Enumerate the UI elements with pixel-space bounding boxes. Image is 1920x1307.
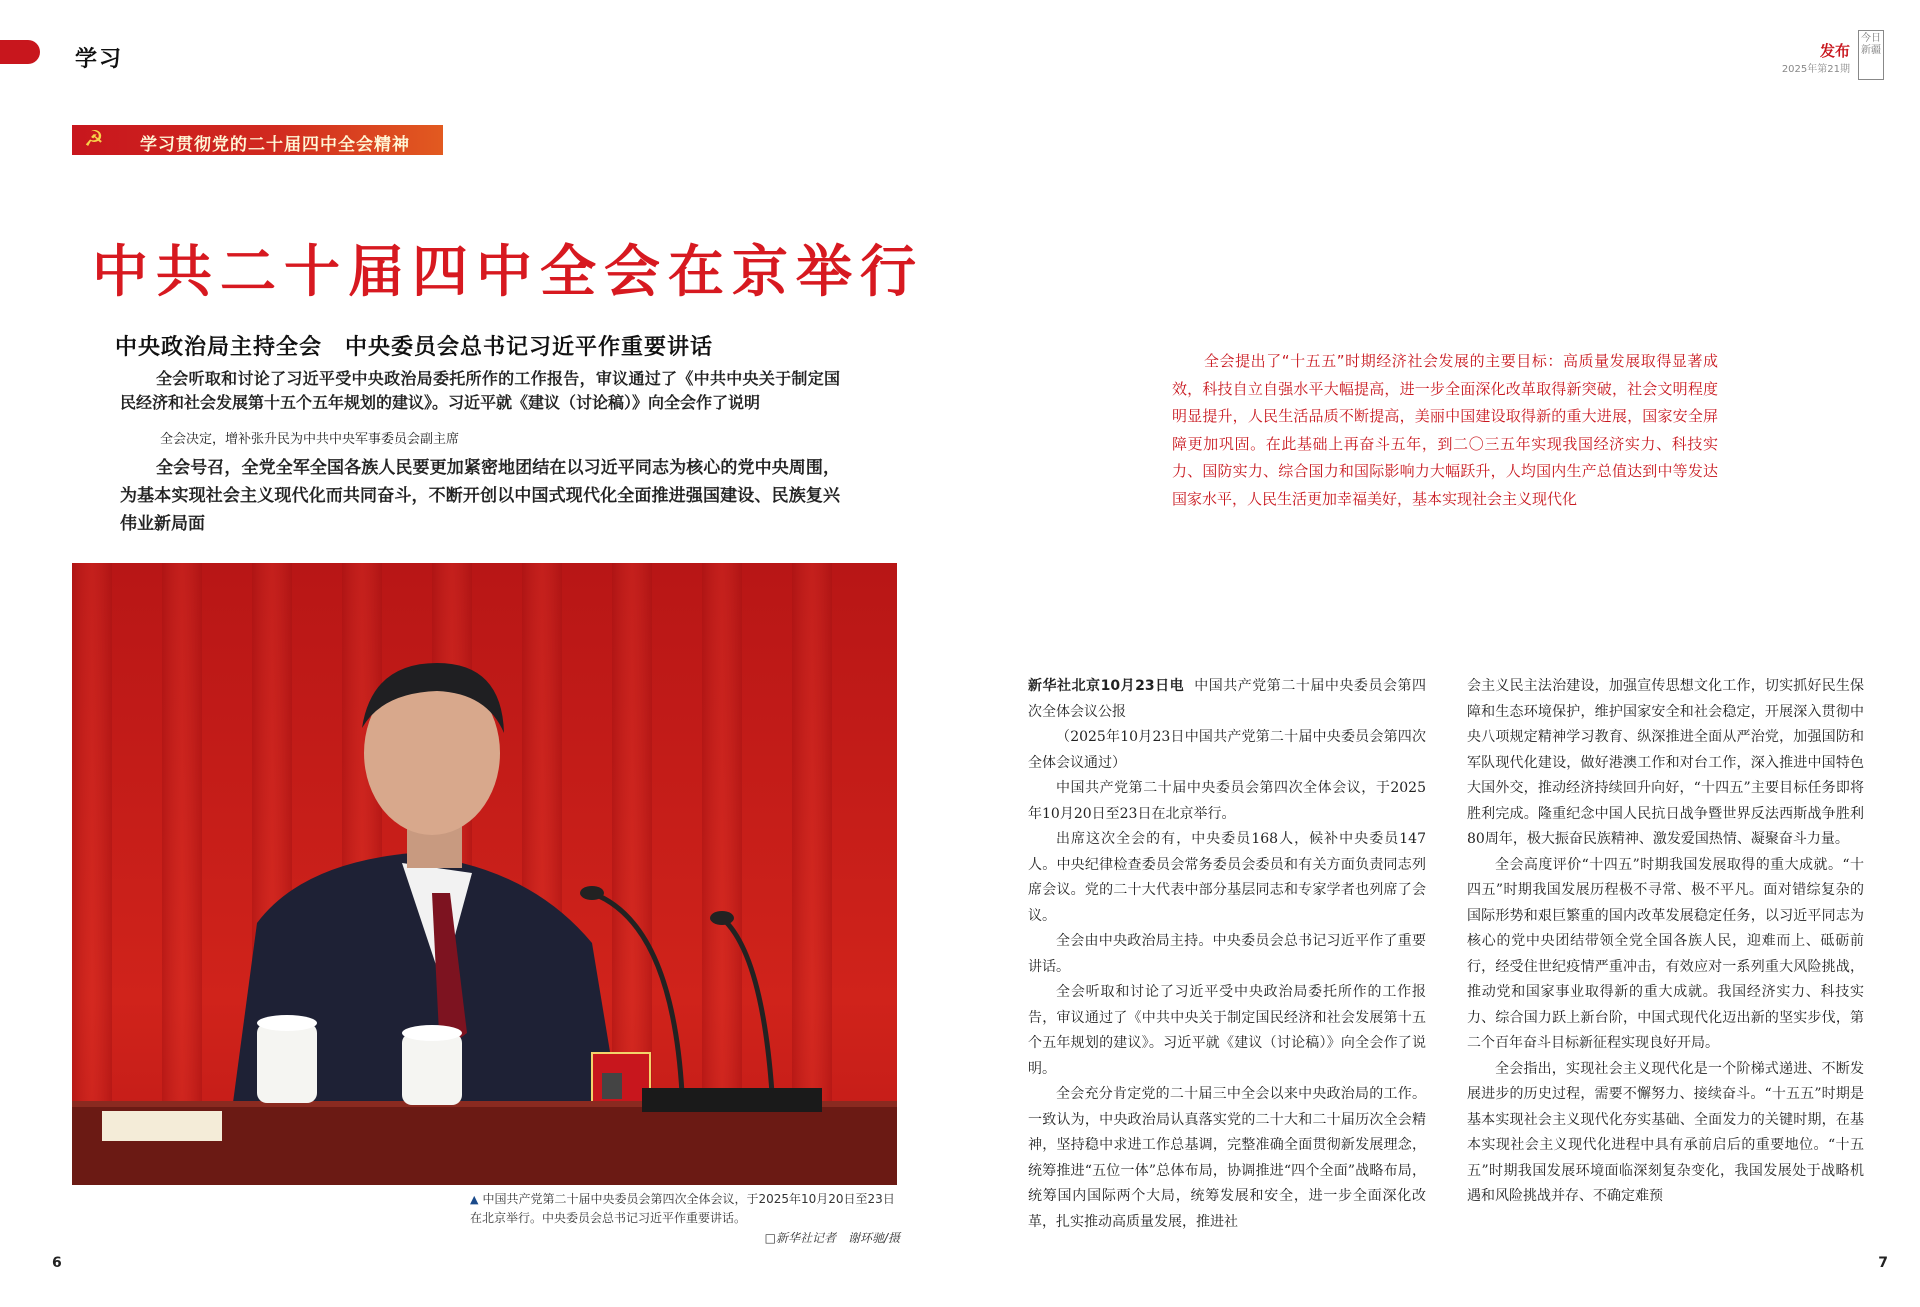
body-paragraph: 全会指出，实现社会主义现代化是一个阶梯式递进、不断发展进步的历史过程，需要不懈努力、接续奋斗。“十五五”时期是基本实现社会主义现代化夯实基础、全面发力的关键时期，在基本实现社会主义现代化进程中具有承前启后的重要地位。“十五五”时期我国发展环境面临深刻复杂变化，我国发展处于战略机遇和风险挑战并存、不确定难预 (1467, 1060, 1864, 1204)
article-summary: 全会听取和讨论了习近平受中央政治局委托所作的工作报告，审议通过了《中共中央关于制定国民经济和社会发展第十五个五年规划的建议》。习近平就《建议（讨论稿）》向全会作了说明 (120, 369, 840, 412)
highlight-paragraph: 全会提出了“十五五”时期经济社会发展的主要目标：高质量发展取得显著成效，科技自立自强水平大幅提高，进一步全面深化改革取得新突破，社会文明程度明显提升，人民生活品质不断提高，美丽中国建设取得新的重大进展，国家安全屏障更加巩固。在此基础上再奋斗五年，到二〇三五年实现我国经济实力、科技实力、国防实力、综合国力和国际影响力大幅跃升，人均国内生产总值达到中等发达国家水平，人民生活更加幸福美好，基本实现社会主义现代化 (1172, 352, 1718, 508)
topic-banner-text: 学习贯彻党的二十届四中全会精神 (140, 135, 410, 155)
body-text: 中国共产党第二十届中央委员会第四次全体会议公报 (1028, 678, 1427, 720)
body-paragraph: 全会听取和讨论了习近平受中央政治局委托所作的工作报告，审议通过了《中共中央关于制定国民经济和社会发展第十五个五年规划的建议》。习近平就《建议（讨论稿）》向全会作了说明。 (1028, 984, 1426, 1077)
body-paragraph: 全会高度评价“十四五”时期我国发展取得的重大成就。“十四五”时期我国发展历程极不寻常、极不平凡。面对错综复杂的国际形势和艰巨繁重的国内改革发展稳定任务，以习近平同志为核心的党中央团结带领全党全国各族人民，迎难而上、砥砺前行，经受住世纪疫情严重冲击，有效应对一系列重大风险挑战，推动党和国家事业取得新的重大成就。我国经济实力、科技实力、综合国力跃上新台阶，中国式现代化迈出新的坚实步伐，第二个百年奋斗目标新征程实现良好开局。 (1467, 856, 1864, 1051)
photo-credit: □新华社记者 谢环驰/摄 (764, 1231, 900, 1245)
page-number-right: 7 (1878, 1255, 1888, 1271)
photo-caption-text: 中国共产党第二十届中央委员会第四次全体会议，于2025年10月20日至23日在北京举行。中央委员会总书记习近平作重要讲话。 (470, 1192, 895, 1225)
meeting-photo (72, 563, 897, 1185)
photo-illustration (72, 563, 897, 1185)
body-column-2 (1467, 674, 1864, 1210)
body-paragraph: （2025年10月23日中国共产党第二十届中央委员会第四次全体会议通过） (1028, 729, 1426, 771)
body-paragraph: 全会由中央政治局主持。中央委员会总书记习近平作了重要讲话。 (1028, 933, 1426, 975)
photo-caption (470, 1190, 900, 1227)
body-paragraph: 全会充分肯定党的二十届三中全会以来中央政治局的工作。一致认为，中央政治局认真落实党的二十大和二十届历次全会精神，坚持稳中求进工作总基调，完整准确全面贯彻新发展理念，统筹推进“五位一体”总体布局，协调推进“四个全面”战略布局，统筹国内国际两个大局，统筹发展和安全，进一步全面深化改革，扎实推动高质量发展，推进社 (1028, 1086, 1426, 1230)
body-paragraph: 会主义民主法治建设，加强宣传思想文化工作，切实抓好民生保障和生态环境保护，维护国家安全和社会稳定，开展深入贯彻中央八项规定精神学习教育、纵深推进全面从严治党，加强国防和军队现代化建设，做好港澳工作和对台工作，深入推进中国特色大国外交，推动经济持续回升向好，“十四五”主要目标任务即将胜利完成。隆重纪念中国人民抗日战争暨世界反法西斯战争胜利80周年，极大振奋民族精神、激发爱国热情、凝聚奋斗力量。 (1467, 678, 1864, 847)
body-paragraph: 出席这次全会的有，中央委员168人，候补中央委员147人。中央纪律检查委员会常务委员会委员和有关方面负责同志列席会议。党的二十大代表中部分基层同志和专家学者也列席了会议。 (1028, 831, 1426, 924)
article-subtitle: 中央政治局主持全会 中央委员会总书记习近平作重要讲话 (115, 335, 714, 360)
party-emblem-icon: ☭ (84, 127, 104, 152)
article-summary-note: 全会决定，增补张升民为中共中央军事委员会副主席 (160, 432, 460, 447)
issue-number: 2025年第21期 (1781, 64, 1850, 75)
article-title: 中共二十届四中全会在京举行 (92, 240, 924, 305)
body-column-1 (1028, 674, 1426, 1235)
caption-triangle-icon: ▲ (470, 1193, 479, 1206)
publication-logo: 今日新疆 (1858, 30, 1884, 80)
body-paragraph: 中国共产党第二十届中央委员会第四次全体会议，于2025年10月20日至23日在北京举行。 (1028, 780, 1426, 822)
section-label: 学习 (75, 47, 124, 72)
dateline: 新华社北京10月23日电 (1028, 678, 1185, 694)
body-paragraph (1028, 674, 1426, 725)
section-tab-marker (0, 40, 40, 64)
article-call: 全会号召，全党全军全国各族人民要更加紧密地团结在以习近平同志为核心的党中央周围，为基本实现社会主义现代化而共同奋斗，不断开创以中国式现代化全面推进强国建设、民族复兴伟业新局面 (120, 458, 840, 534)
publication-name: 发布 (1819, 42, 1850, 60)
page-number-left: 6 (52, 1255, 62, 1271)
